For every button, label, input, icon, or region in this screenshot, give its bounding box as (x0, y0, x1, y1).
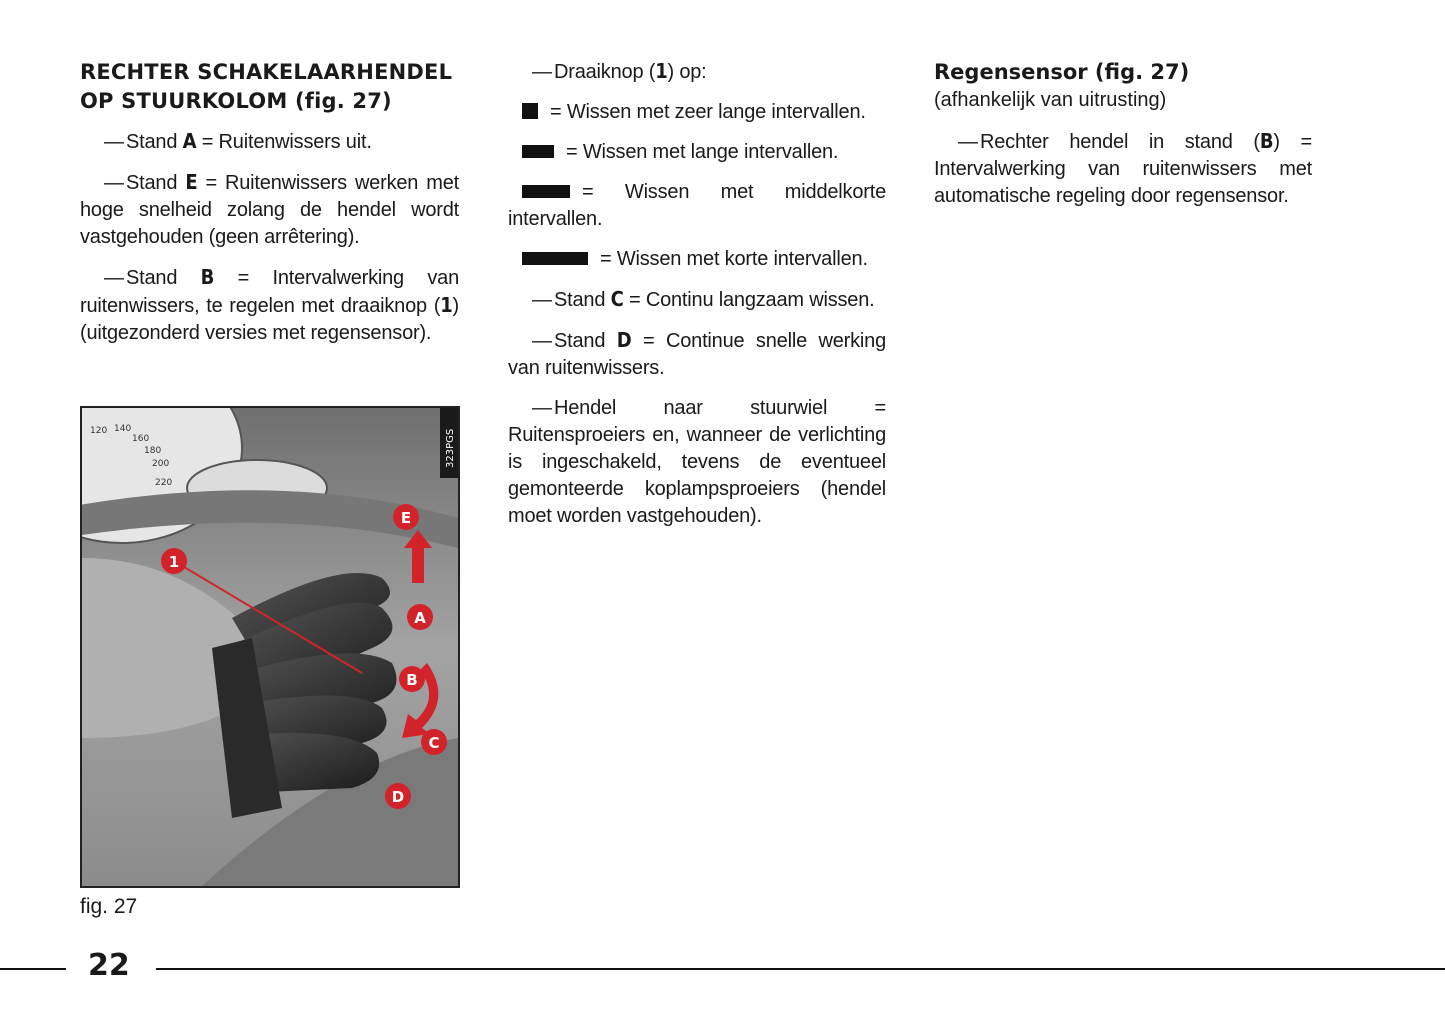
paragraph-draaiknop: — Draaiknop (1) op: (532, 59, 707, 83)
swatch-row-1: = Wissen met zeer lange intervallen. (508, 99, 886, 126)
page-number: 22 (88, 948, 130, 983)
speed-label: 200 (152, 459, 170, 469)
swatch-row-3: = Wissen met middelkorte intervallen. (508, 181, 886, 230)
interval-swatch-icon (522, 103, 538, 119)
speed-label: 160 (132, 434, 150, 444)
paragraph-hendel: — Hendel naar stuurwiel = Ruitensproeiers en, wanneer de verlichting is ingeschakeld, tevens de eventueel gemonteerde koplampsproeiers (hendel moet worden vastgehouden). (508, 397, 886, 527)
regensensor-subheading: (afhankelijk van uitrusting) (934, 89, 1167, 111)
marker-c-label: C (428, 734, 440, 752)
speed-label: 140 (114, 424, 132, 434)
speed-label: 180 (144, 446, 162, 456)
column-left (80, 58, 459, 360)
marker-d-label: D (391, 788, 405, 806)
paragraph-stand-a: — Stand A = Ruitenwissers uit. (104, 129, 372, 153)
interval-swatch-icon (522, 145, 554, 158)
marker-e-label: E (400, 509, 412, 527)
paragraph-regensensor: — Rechter hendel in stand (B) = Intervalwerking van ruitenwissers met automatische regeling door regensensor. (934, 129, 1312, 207)
figure-code: 323PGS (445, 428, 456, 468)
column-right (934, 58, 1312, 223)
marker-1-label: 1 (168, 553, 180, 571)
speed-label: 120 (90, 426, 108, 436)
speed-label: 220 (155, 478, 173, 488)
swatch-row-2: = Wissen met lange intervallen. (508, 139, 886, 166)
figure-caption: fig. 27 (80, 895, 138, 918)
heading-line-2: OP STUURKOLOM (fig. 27) (80, 89, 392, 113)
footer-rule-right (156, 968, 1445, 970)
marker-a-label: A (414, 609, 426, 627)
paragraph-stand-e: — Stand E = Ruitenwissers werken met hoge snelheid zolang de hendel wordt vastgehouden (geen arrêtering). (80, 170, 460, 248)
interval-swatch-icon (522, 185, 570, 198)
paragraph-stand-d: — Stand D = Continue snelle werking van ruitenwissers. (508, 328, 887, 379)
paragraph-stand-b: — Stand B = Intervalwerking van ruitenwissers, te regelen met draaiknop (1) (uitgezonderd versies met regensensor). (80, 265, 460, 344)
column-middle (508, 58, 886, 543)
steering-lever-drawing (82, 408, 458, 886)
section-heading (80, 58, 459, 116)
swatch-row-4: = Wissen met korte intervallen. (508, 246, 886, 273)
regensensor-heading: Regensensor (fig. 27) (934, 60, 1190, 84)
figure-27-illustration (80, 406, 460, 888)
footer-rule-left (0, 968, 66, 970)
interval-swatch-icon (522, 252, 588, 265)
heading-line-1: RECHTER SCHAKELAARHENDEL (80, 60, 453, 84)
paragraph-stand-c: — Stand C = Continu langzaam wissen. (532, 287, 875, 311)
marker-b-label: B (406, 671, 418, 689)
